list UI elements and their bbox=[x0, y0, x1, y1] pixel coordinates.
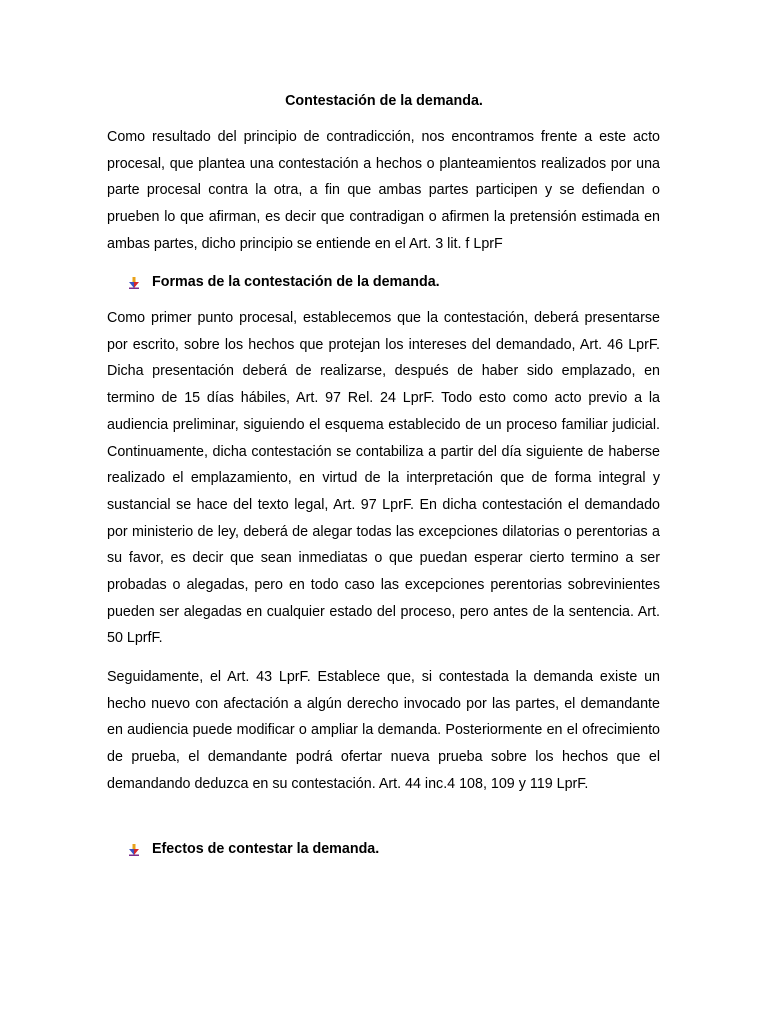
document-title: Contestación de la demanda. bbox=[285, 93, 483, 109]
arrow-down-bullet-icon bbox=[128, 843, 140, 855]
section-heading-efectos bbox=[128, 840, 379, 858]
paragraph-seguidamente: Seguidamente, el Art. 43 LprF. Establece que, si contestada la demanda existe un hecho nuevo con afectación a algún derecho invocado por las partes, el demandante en audiencia puede modificar o ampliar la demanda. Posteriormente en el ofrecimiento de prueba, el demandante podrá ofertar nueva prueba sobre los hechos que el demandando deduzca en su contestación. Art. 44 inc.4 108, 109 y 119 LprF. bbox=[107, 669, 660, 792]
section-heading-label: Efectos de contestar la demanda. bbox=[152, 841, 380, 857]
paragraph-intro: Como resultado del principio de contradicción, nos encontramos frente a este acto procesal, que plantea una contestación a hechos o planteamientos realizados por una parte procesal contra la otra, a fin que ambas partes participen y se defiendan o prueben lo que afirman, es decir que contradigan o afirmen la pretensión estimada en ambas partes, dicho principio se entiende en el Art. 3 lit. f LprF bbox=[107, 129, 660, 252]
section-heading-formas bbox=[128, 273, 440, 291]
paragraph-formas: Como primer punto procesal, establecemos que la contestación, deberá presentarse por escrito, sobre los hechos que protejan los intereses del demandado, Art. 46 LprF. Dicha presentación deberá de realizarse, después de haber sido emplazado, en termino de 15 días hábiles, Art. 97 Rel. 24 LprF. Todo esto como acto previo a la audiencia preliminar, siguiendo el esquema establecido de un proceso familiar judicial. Continuamente, dicha contestación se contabiliza a partir del día siguiente de haberse realizado el emplazamiento, en virtud de la interpretación que de forma integral y sustancial se hace del texto legal, Art. 97 LprF. En dicha contestación el demandado por ministerio de ley, deberá de alegar todas las excepciones dilatorias o perentorias a su favor, es decir que sean inmediatas o que puedan esperar cierto termino a ser probadas o alegadas, pero en todo caso las excepciones perentorias sobrevinientes pueden ser alegadas en cualquier estado del proceso, pero antes de la sentencia. Art. 50 LprfF. bbox=[107, 310, 660, 647]
arrow-down-bullet-icon bbox=[128, 276, 140, 288]
section-heading-label: Formas de la contestación de la demanda. bbox=[152, 274, 440, 290]
